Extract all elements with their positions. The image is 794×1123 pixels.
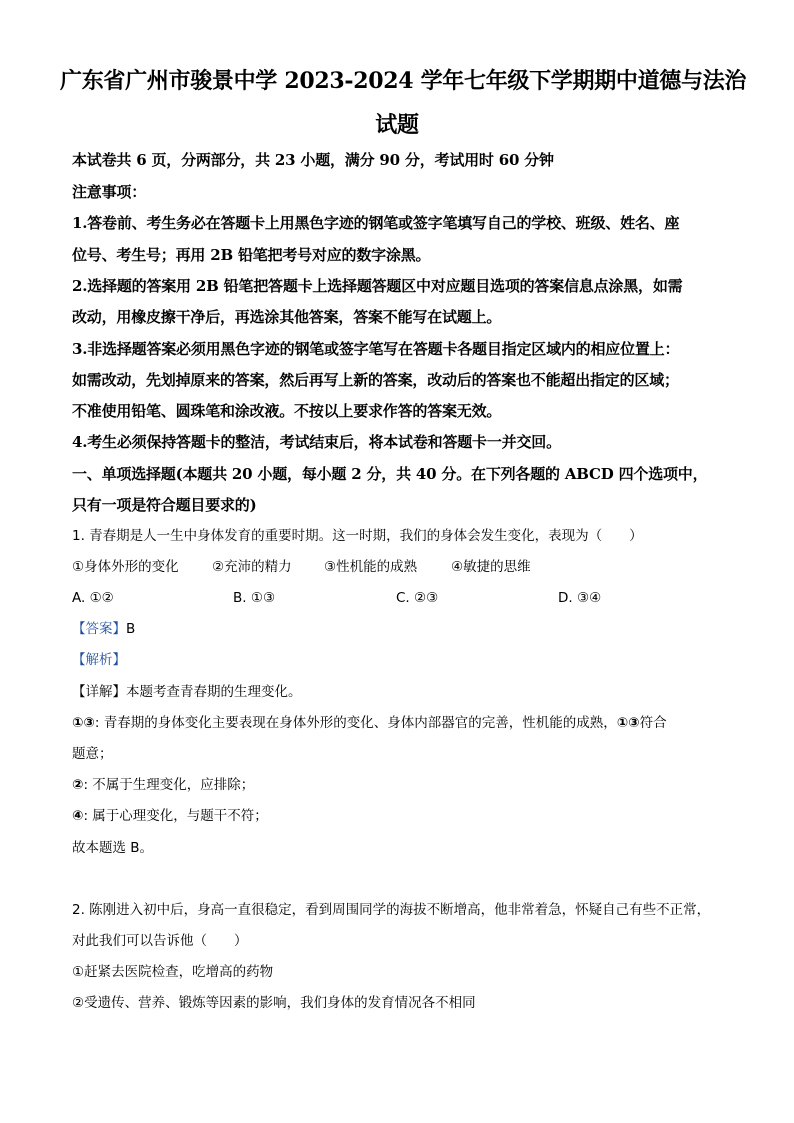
section-heading: 一、单项选择题(本题共 20 小题，每小题 2 分，共 40 分。在下列各题的 ABCD 四个选项中， bbox=[72, 465, 708, 483]
question-1-stem: 1. 青春期是人一生中身体发育的重要时期。这一时期，我们的身体会发生变化，表现为（ ） bbox=[72, 528, 643, 544]
explanation-1-mark-2: ①③ bbox=[616, 715, 640, 731]
analysis-line bbox=[72, 650, 126, 670]
q1-item: ③性机能的成熟 bbox=[324, 559, 418, 575]
answer-value: B bbox=[126, 621, 136, 637]
detail-tag: 【详解】 bbox=[72, 684, 126, 700]
notice-line: 如需改动，先划掉原来的答案，然后再写上新的答案，改动后的答案也不能超出指定的区域； bbox=[72, 371, 679, 389]
explanation-3-mark: ④ bbox=[72, 808, 84, 824]
exam-intro: 本试卷共 6 页，分两部分，共 23 小题，满分 90 分，考试用时 60 分钟 bbox=[72, 151, 554, 169]
question-2-stem: 2. 陈刚进入初中后，身高一直很稳定，看到周围同学的海拔不断增高，他非常着急，怀疑自己有些不正常， bbox=[72, 902, 711, 918]
notice-line: 改动，用橡皮擦干净后，再选涂其他答案，答案不能写在试题上。 bbox=[72, 308, 502, 326]
answer-tag: 【答案】 bbox=[72, 621, 126, 637]
title-line-1: 广东省广州市骏景中学 2023-2024 学年七年级下学期期中道德与法治 bbox=[60, 68, 747, 94]
notice-line: 1.答卷前、考生务必在答题卡上用黑色字迹的钢笔或签字笔填写自己的学校、班级、姓名、座 bbox=[72, 214, 680, 232]
q1-option-b: B. ①③ bbox=[233, 590, 276, 606]
explanation-1 bbox=[72, 713, 667, 733]
notice-line: 2.选择题的答案用 2B 铅笔把答题卡上选择题答题区中对应题目选项的答案信息点涂黑，如需 bbox=[72, 277, 683, 295]
conclusion: 故本题选 B。 bbox=[72, 840, 154, 856]
explanation-1-mark: ①③ bbox=[72, 715, 95, 731]
detail-line bbox=[72, 682, 302, 702]
q2-item: ①赶紧去医院检查，吃增高的药物 bbox=[72, 964, 274, 980]
notice-line: 位号、考生号；再用 2B 铅笔把考号对应的数字涂黑。 bbox=[72, 246, 431, 264]
explanation-3 bbox=[72, 806, 268, 826]
explanation-1-tail: 符合 bbox=[639, 715, 667, 731]
explanation-1-text: : 青春期的身体变化主要表现在身体外形的变化、身体内部器官的完善，性机能的成熟， bbox=[94, 715, 617, 731]
detail-text: 本题考查青春期的生理变化。 bbox=[126, 684, 302, 700]
explanation-2 bbox=[72, 775, 254, 795]
explanation-3-text: : 属于心理变化，与题干不符； bbox=[83, 808, 268, 824]
analysis-tag: 【解析】 bbox=[72, 652, 126, 668]
q1-option-c: C. ②③ bbox=[396, 590, 439, 606]
notice-heading: 注意事项： bbox=[72, 183, 147, 201]
q1-option-d: D. ③④ bbox=[558, 590, 602, 606]
notice-line: 不准使用铅笔、圆珠笔和涂改液。不按以上要求作答的答案无效。 bbox=[72, 402, 502, 420]
explanation-2-text: : 不属于生理变化，应排除； bbox=[83, 777, 255, 793]
title-line-2: 试题 bbox=[375, 112, 419, 138]
question-2-stem-cont: 对此我们可以告诉他（ ） bbox=[72, 933, 248, 949]
q1-item: ①身体外形的变化 bbox=[72, 559, 179, 575]
q1-item: ④敏捷的思维 bbox=[451, 559, 531, 575]
answer-line bbox=[72, 619, 135, 639]
explanation-2-mark: ② bbox=[72, 777, 84, 793]
q2-item: ②受遗传、营养、锻炼等因素的影响，我们身体的发育情况各不相同 bbox=[72, 995, 476, 1011]
section-heading-cont: 只有一项是符合题目要求的) bbox=[72, 496, 257, 514]
q1-item: ②充沛的精力 bbox=[212, 559, 292, 575]
q1-option-a: A. ①② bbox=[72, 590, 114, 606]
notice-line: 4.考生必须保持答题卡的整洁，考试结束后，将本试卷和答题卡一并交回。 bbox=[72, 433, 561, 451]
notice-line: 3.非选择题答案必须用黑色字迹的钢笔或签字笔写在答题卡各题目指定区域内的相应位置上： bbox=[72, 340, 680, 358]
explanation-1-cont: 题意； bbox=[72, 746, 113, 762]
